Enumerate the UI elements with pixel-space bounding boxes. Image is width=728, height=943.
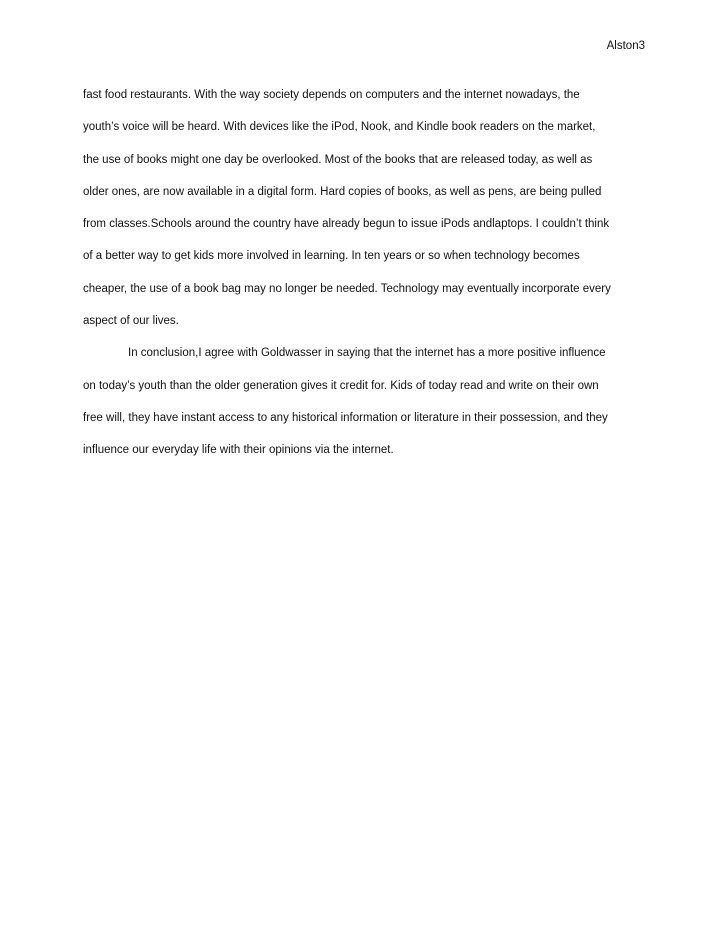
running-head: Alston3: [606, 40, 645, 52]
text-line: free will, they have instant access to any historical information or literature in their possession, and they: [83, 411, 608, 424]
text-line: influence our everyday life with their opinions via the internet.: [83, 444, 394, 457]
text-line: on today’s youth than the older generation gives it credit for. Kids of today read and write on their own: [83, 379, 599, 392]
text-line: aspect of our lives.: [83, 315, 179, 328]
text-line: cheaper, the use of a book bag may no longer be needed. Technology may eventually incorporate every: [83, 282, 611, 295]
text-line: of a better way to get kids more involved in learning. In ten years or so when technology becomes: [83, 250, 580, 263]
text-line: youth’s voice will be heard. With devices like the iPod, Nook, and Kindle book readers on the market,: [83, 121, 596, 134]
text-line: from classes.Schools around the country have already begun to issue iPods andlaptops. I couldn’t think: [83, 218, 610, 231]
document-body: [83, 88, 649, 476]
text-line: the use of books might one day be overlooked. Most of the books that are released today, as well as: [83, 153, 593, 166]
text-line: older ones, are now available in a digital form. Hard copies of books, as well as pens, are being pulled: [83, 185, 602, 198]
paragraph-first-line: In conclusion,I agree with Goldwasser in saying that the internet has a more positive influence: [128, 347, 606, 360]
text-line: fast food restaurants. With the way society depends on computers and the internet nowadays, the: [83, 89, 580, 101]
